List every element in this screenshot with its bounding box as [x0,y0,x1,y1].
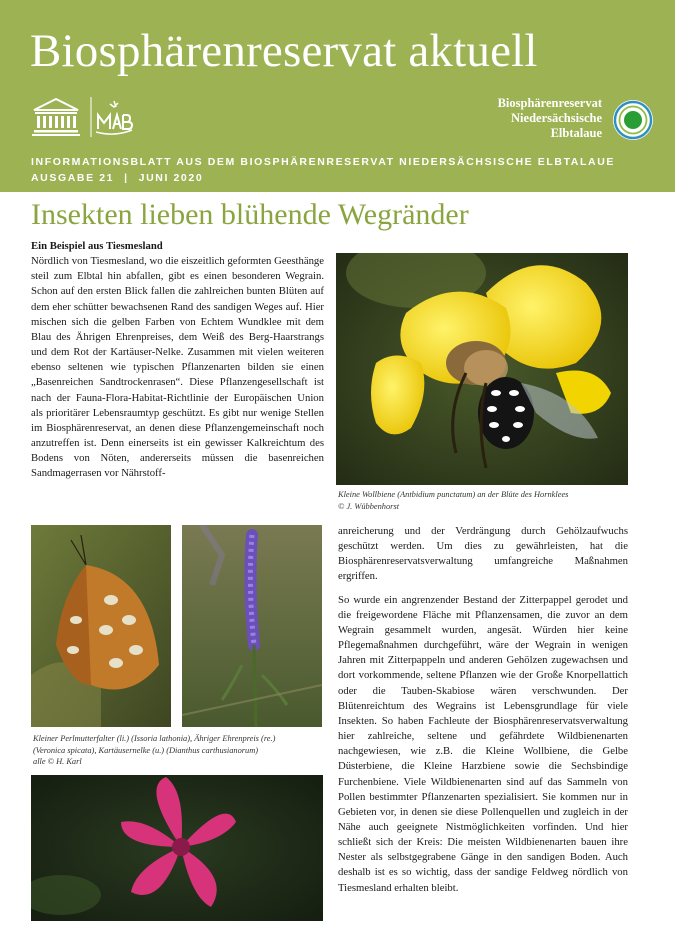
caption-line: © J. Wübbenhorst [338,501,400,511]
article-headline: Insekten lieben blühende Wegränder [31,198,469,231]
masthead [0,0,675,192]
article-left-column [31,239,324,482]
reserve-logo-icon [612,99,654,141]
caption-line: (Veronica spicata), Kartäusernelke (u.) (Dianthus carthusianorum) [33,745,259,755]
butterfly-photo [31,525,171,727]
info-line: INFORMATIONSBLATT AUS DEM BIOSPHÄRENRESERVAT NIEDERSÄCHSISCHE ELBTALAUE [31,156,615,168]
carthusian-pink-photo [31,775,323,921]
caption-line: Kleine Wollbiene (Antbidium punctatum) an der Blüte des Hornklees [338,490,569,499]
bee-photo-caption [338,489,630,512]
bee-photo [336,253,628,485]
issue-number: AUSGABE 21 [31,172,115,184]
issue-line [31,172,203,184]
article-paragraph: So wurde ein angrenzender Bestand der Zitterpappel gerodet und die freigewordene Fläche mit Pflanzensamen, die zuvor an dem Wegrain gesammelt wurden, angesät. Würden hier keine Pflegemaßnahmen durchgeführt, wäre der Wegrain in wenigen Jahren mit Zitterpappeln und anderen Gehölzen zugewachsen und dort vorkommende, seltene Pflanzen wie der Große Knorpellattich oder die Tauben-Skabiose wären verschwunden. Der Blütenreichtum des Wegrains ist Lebensgrundlage für viele Insekten. So haben Fachleute der Biosphärenreservatsverwaltung hier zahlreiche, seltene und gefährdete Wildbienenarten nachgewiesen, wie z.B. die Kleine Wollbiene, die Gelbe Düsterbiene, die Kleine Harzbiene sowie die Sechsbindige Furchenbiene. Viele Wildbienenarten sind auf das Sammeln von Pollen bestimmter Pflanzenarten spezialisiert. Sie kommen nur in Gebieten vor, in denen sie diese Pollenquellen und zugleich in der Nähe auch geeignete Nistmöglichkeiten vorfinden. Und hier schließt sich der Kreis: Die meisten Wildbienenarten bauen ihre Nester als selbstgegrabene Gänge in den sandigen Boden. Auch deshalb ist es so wichtig, dass der sandige Feldweg nördlich von Tiesmesland erhalten bleibt. [338,593,628,894]
photos-caption [33,733,323,768]
caption-line: Kleiner Perlmutterfalter (li.) (Issoria lathonia), Ähriger Ehrenpreis (re.) [33,734,276,743]
reserve-name-line: Elbtalaue [550,126,602,140]
caption-line: alle © H. Karl [33,757,82,766]
article-paragraph: Nördlich von Tiesmesland, wo die eiszeitlich geformten Geesthänge steil zum Elbtal hin abfallen, gibt es einen besonderen Wegrain. Schon auf den ersten Blick fallen die zahlreichen bunten Blüten auf dem eher schütter bewachsenen Rand des sandigen Weges auf. Hier mischen sich die gelben Farben von Echtem Wundklee mit dem Blau des Ährigen Ehrenpreises, dem Weiß des Berg-Haarstrangs und dem Rot der Kartäuser-Nelke. Zusammen mit vielen weiteren ebenso seltenen wie typischen Pflanzenarten bilden sie einen „Basenreichen Sandtrockenrasen“. Diese Pflanzengesellschaft ist nach der Fauna-Flora-Habitat-Richtlinie der Europäischen Union als prioritärer Lebensraumtyp geschützt. Es gibt nur wenige Stellen im Biosphärenreservat, an denen diese Pflanzengemeinschaft noch anzutreffen ist. Denn einerseits ist ein gewisser Kalkreichtum des Bodens von Nöten, andererseits müssen die basenreichen Sandmagerrasen vor Nährstoff- [31,255,324,480]
issue-separator: | [124,172,129,184]
magazine-title: Biosphärenreservat aktuell [30,25,538,77]
reserve-name-line: Niedersächsische [511,111,602,125]
article-right-column [338,524,628,896]
article-paragraph: anreicherung und der Verdrängung durch Gehölzaufwuchs geschützt werden. Um dies zu gewährleisten, hat die Biosphärenreservatsverwaltung umfangreiche Maßnahmen ergriffen. [338,525,628,583]
speedwell-photo [182,525,322,727]
mab-logo-icon [90,97,134,137]
reserve-name-line: Biosphärenreservat [497,96,602,110]
unesco-logo-icon [32,98,80,136]
reserve-name [498,96,602,141]
issue-date: JUNI 2020 [138,172,204,184]
article-subhead: Ein Beispiel aus Tiesmesland [31,240,163,252]
